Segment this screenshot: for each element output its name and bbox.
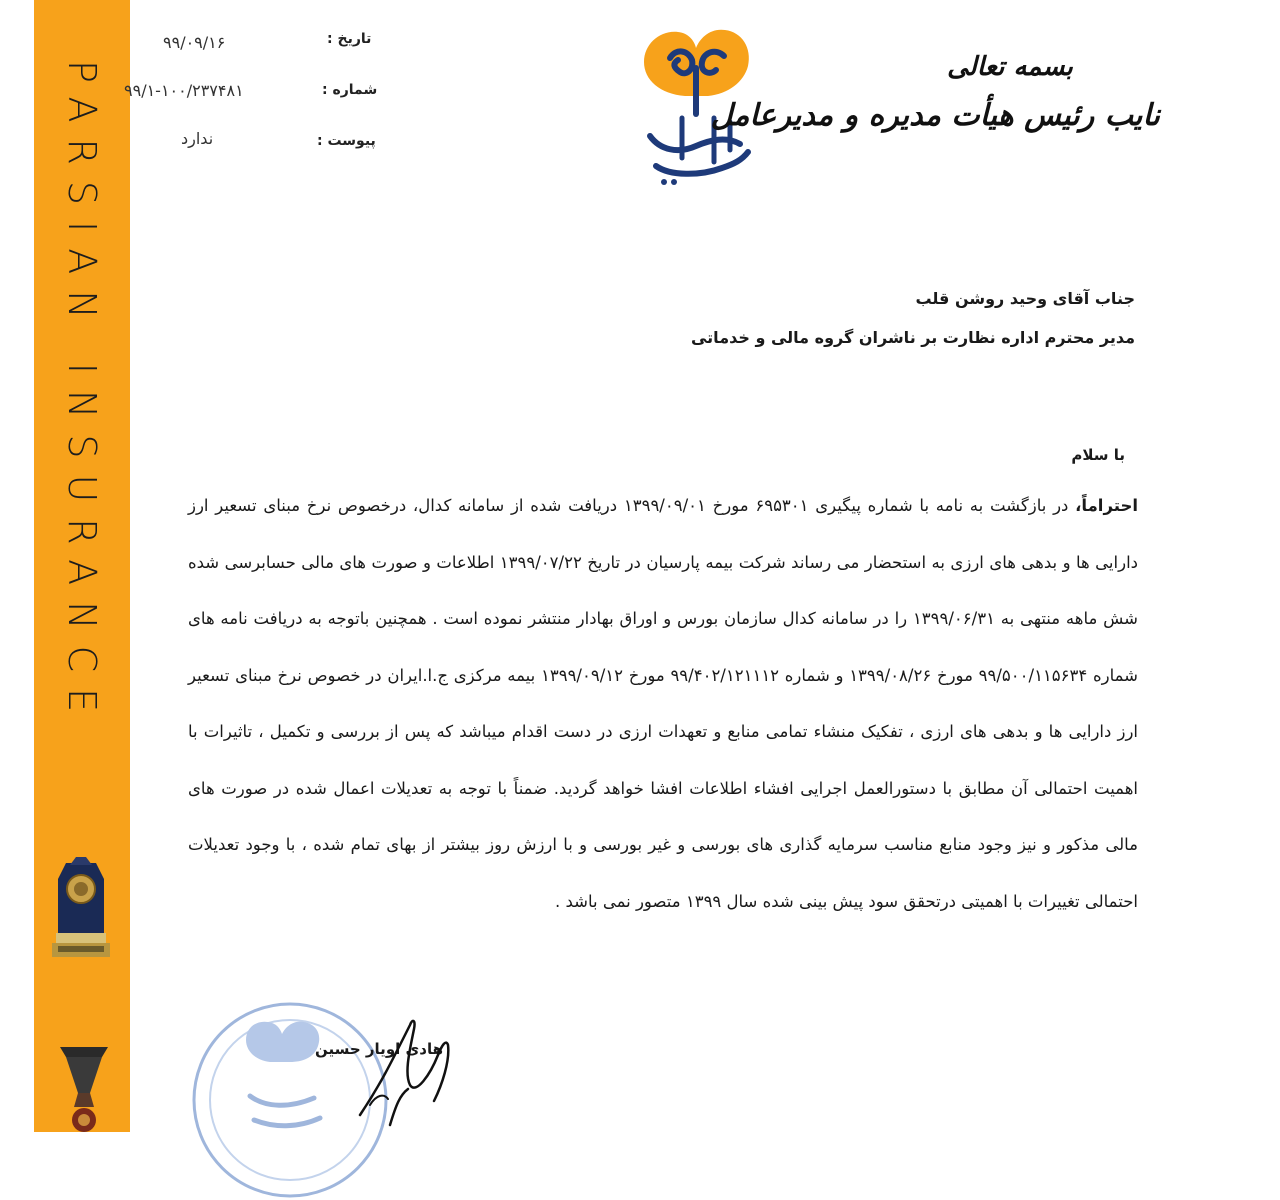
bismillah-heading: بسمه تعالی: [947, 52, 1073, 82]
letter-lead: احتراماً،: [1075, 496, 1139, 515]
letter-greeting: با سلام: [1071, 446, 1125, 464]
attachment-label: پیوست :: [317, 133, 376, 149]
award-statue-icon: [54, 1045, 114, 1132]
number-value: ۹۹/۱-۱۰۰/۲۳۷۴۸۱: [124, 81, 244, 100]
brand-vertical-text: PARSIAN INSURANCE: [60, 60, 104, 729]
office-title: نایب رئیس هیأت مدیره و مدیرعامل: [710, 98, 1160, 133]
date-label: تاریخ :: [327, 31, 372, 47]
page-left-margin: [0, 0, 34, 1132]
signer-name: هادی اویار حسین: [315, 1040, 443, 1058]
recipient-title: مدیر محترم اداره نظارت بر ناشران گروه مالی و خدماتی: [690, 328, 1135, 347]
letter-body: [188, 478, 1138, 930]
handwritten-signature-icon: [350, 1005, 460, 1132]
brand-side-strip: [34, 0, 130, 1132]
date-value: ۹۹/۰۹/۱۶: [163, 33, 226, 52]
letter-body-text: در بازگشت به نامه با شماره پیگیری ۶۹۵۳۰۱ مورخ ۱۳۹۹/۰۹/۰۱ دریافت شده از سامانه کدال، درخصوص نرخ مبنای تسعیر ارز دارایی ها و بدهی های ارزی به استحضار می رساند شرکت بیمه پارسیان در تاریخ ۱۳۹۹/۰۷/۲۲ اطلاعات و صورت های مالی حسابرسی شده شش ماهه منتهی به ۱۳۹۹/۰۶/۳۱ را در سامانه کدال سازمان بورس و اوراق بهادار منتشر نموده است . همچنین باتوجه به دریافت نامه های شماره ۹۹/۵۰۰/۱۱۵۶۳۴ مورخ ۱۳۹۹/۰۸/۲۶ و شماره ۹۹/۴۰۲/۱۲۱۱۱۲ مورخ ۱۳۹۹/۰۹/۱۲ بیمه مرکزی ج.ا.ایران در خصوص نرخ مبنای تسعیر ارز دارایی ها و بدهی های ارزی ، تفکیک منشاء تمامی منابع و تعهدات ارزی در دست اقدام میباشد که پس از بررسی و تکمیل ، تاثیرات با اهمیت احتمالی آن مطابق با دستورالعمل اجرایی افشاء اطلاعات افشا خواهد گردید. ضمناً با توجه به تعدیلات اعمال شده در صورت های مالی مذکور و نیز وجود منابع مناسب سرمایه گذاری های بورسی و غیر بورسی و با ارزش روز بیشتر از بهای تمام شده ، با وجود تعدیلات احتمالی تغییرات با اهمیتی درتحقق سود پیش بینی شده سال ۱۳۹۹ متصور نمی باشد .: [188, 496, 1139, 911]
number-label: شماره :: [322, 82, 378, 98]
recipient-name: جناب آقای وحید روشن قلب: [915, 289, 1135, 308]
attachment-value: ندارد: [181, 129, 214, 148]
award-trophy-icon: [48, 855, 114, 965]
